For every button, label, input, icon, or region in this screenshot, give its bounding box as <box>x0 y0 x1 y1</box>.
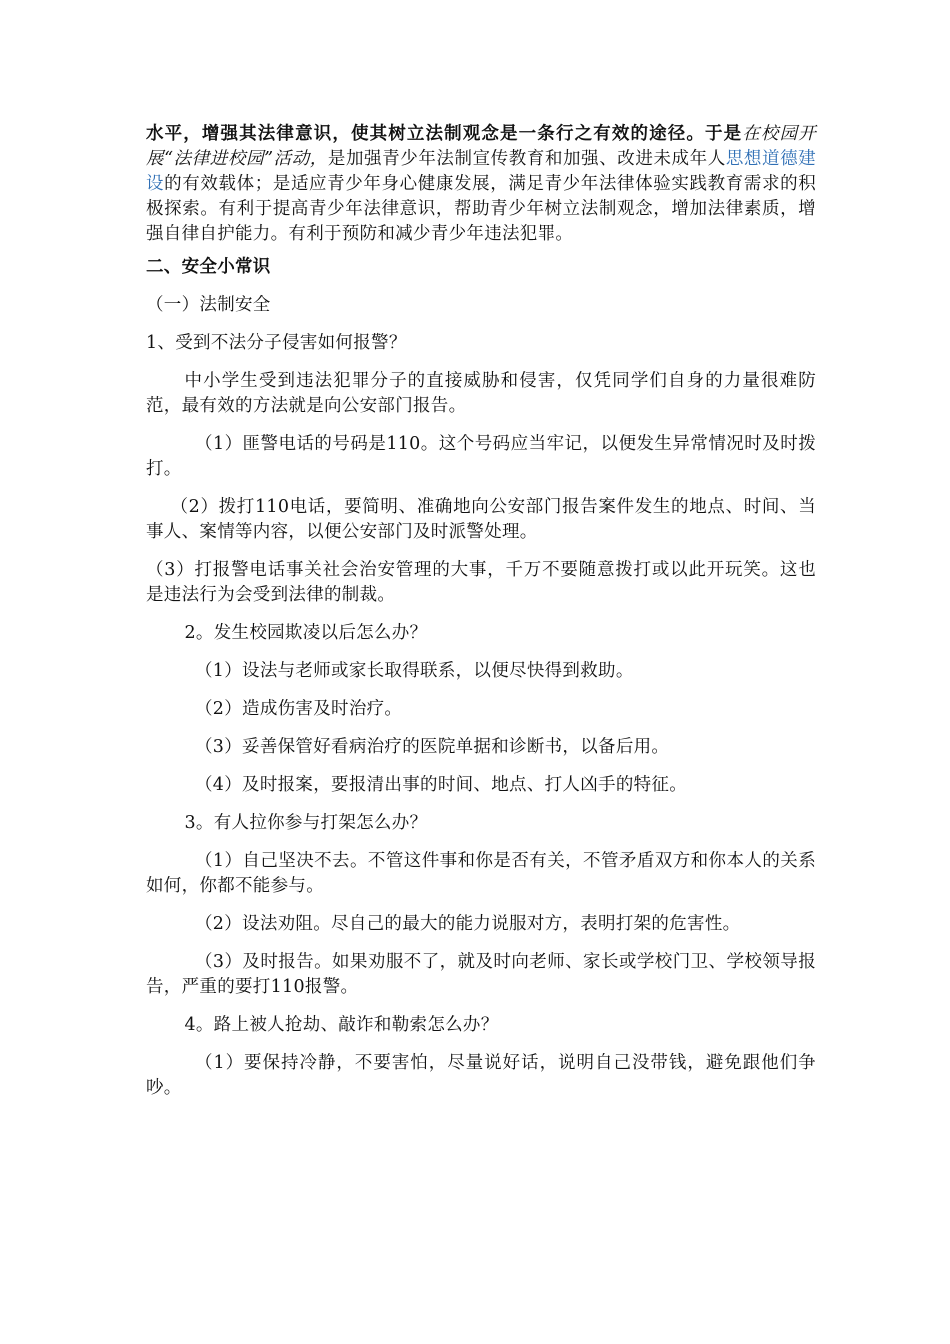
intro-text-2: 是加强青少年法制宣传教育和加强、改进未成年人 <box>327 149 726 169</box>
subsection1-heading: （一）法制安全 <box>146 295 271 315</box>
document-page <box>146 122 816 1101</box>
q4-item-1: （1）要保持冷静，不要害怕，尽量说好话，说明自己没带钱，避免跟他们争吵。 <box>146 1053 816 1098</box>
q2-item-4: （4）及时报案，要报清出事的时间、地点、打人凶手的特征。 <box>195 775 688 795</box>
q2-title: 2。发生校园欺凌以后怎么办？ <box>184 623 428 643</box>
intro-paragraph <box>146 122 816 247</box>
q3-item-1: （1）自己坚决不去。不管这件事和你是否有关，不管矛盾双方和你本人的关系如何，你都不能参与。 <box>146 851 816 896</box>
q4-title: 4。路上被人抢劫、敲诈和勒索怎么办？ <box>184 1015 499 1035</box>
q1-title: 1、受到不法分子侵害如何报警？ <box>146 333 407 353</box>
q2-item-1: （1）设法与老师或家长取得联系，以便尽快得到救助。 <box>195 661 634 681</box>
moral-education-link[interactable]: 思想道德建设 <box>146 149 816 194</box>
q1-item-3: （3）打报警电话事关社会治安管理的大事，千万不要随意拨打或以此开玩笑。这也是违法行为会受到法律的制裁。 <box>146 560 816 605</box>
q3-item-3: （3）及时报告。如果劝服不了，就及时向老师、家长或学校门卫、学校领导报告，严重的要打110报警。 <box>146 952 816 997</box>
q1-item-2: （2）拨打110电话，要简明、准确地向公安部门报告案件发生的地点、时间、当事人、案情等内容，以便公安部门及时派警处理。 <box>146 497 816 542</box>
intro-text-1: 水平，增强其法律意识，使其树立法制观念是一条行之有效的途径。于是 <box>146 124 743 144</box>
q2-item-2: （2）造成伤害及时治疗。 <box>195 699 403 719</box>
q3-item-2: （2）设法劝阻。尽自己的最大的能力说服对方，表明打架的危害性。 <box>195 914 741 934</box>
q3-title: 3。有人拉你参与打架怎么办？ <box>184 813 428 833</box>
q2-item-3: （3）妥善保管好看病治疗的医院单据和诊断书，以备后用。 <box>195 737 670 757</box>
intro-italic-phrase: 在校园开展“法律进校园”活动， <box>146 124 816 169</box>
q1-item-1: （1）匪警电话的号码是110。这个号码应当牢记，以便发生异常情况时及时拨打。 <box>146 434 816 479</box>
intro-text-3: 的有效载体；是适应青少年身心健康发展，满足青少年法律体验实践教育需求的积极探索。有利于提高青少年法律意识，帮助青少年树立法制观念，增加法律素质，增强自律自护能力。有利于预防和减少青少年违法犯罪。 <box>146 174 816 244</box>
section2-heading: 二、安全小常识 <box>146 257 271 277</box>
q1-body: 中小学生受到违法犯罪分子的直接威胁和侵害，仅凭同学们自身的力量很难防范，最有效的方法就是向公安部门报告。 <box>146 371 816 416</box>
